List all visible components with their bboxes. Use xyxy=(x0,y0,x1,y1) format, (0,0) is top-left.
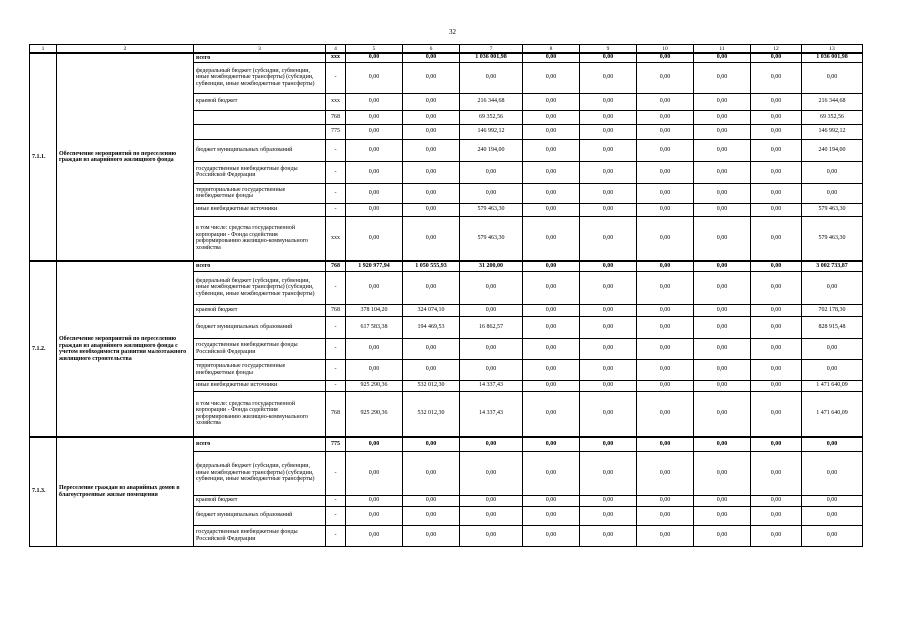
value-cell-col-6: 0,00 xyxy=(403,93,460,110)
administrator-code: - xyxy=(326,139,346,161)
value-cell-col-8: 0,00 xyxy=(523,62,580,93)
column-number-10: 10 xyxy=(637,45,694,54)
value-cell-col-12: 0,00 xyxy=(751,161,802,183)
value-cell-col-11: 0,00 xyxy=(694,183,751,203)
value-cell-col-8: 0,00 xyxy=(523,183,580,203)
value-cell-col-11: 0,00 xyxy=(694,139,751,161)
value-cell-col-5: 0,00 xyxy=(346,62,403,93)
value-cell-col-8: 0,00 xyxy=(523,161,580,183)
value-cell-col-5: 0,00 xyxy=(346,359,403,380)
funding-source: в том числе: средства государственной корпорации - Фонда содействия реформированию жилищно-коммунального хозяйства xyxy=(194,216,326,261)
value-cell-col-13: 240 194,00 xyxy=(802,139,863,161)
value-cell-col-12: 0,00 xyxy=(751,338,802,359)
funding-source: бюджет муниципальных образований xyxy=(194,139,326,161)
administrator-code: 775 xyxy=(326,437,346,451)
value-cell-col-11: 0,00 xyxy=(694,380,751,391)
value-cell-col-10: 0,00 xyxy=(637,525,694,546)
value-cell-col-9: 0,00 xyxy=(580,506,637,525)
value-cell-col-6: 0,00 xyxy=(403,359,460,380)
value-cell-col-7: 0,00 xyxy=(460,359,523,380)
value-cell-col-10: 0,00 xyxy=(637,183,694,203)
value-cell-col-8: 0,00 xyxy=(523,380,580,391)
value-cell-col-11: 0,00 xyxy=(694,53,751,62)
value-cell-col-13: 69 352,56 xyxy=(802,110,863,124)
value-cell-col-7: 14 337,43 xyxy=(460,380,523,391)
value-cell-col-10: 0,00 xyxy=(637,93,694,110)
value-cell-col-10: 0,00 xyxy=(637,139,694,161)
value-cell-col-8: 0,00 xyxy=(523,216,580,261)
value-cell-col-13: 0,00 xyxy=(802,506,863,525)
value-cell-col-9: 0,00 xyxy=(580,391,637,437)
value-cell-col-12: 0,00 xyxy=(751,139,802,161)
value-cell-col-7: 0,00 xyxy=(460,304,523,316)
value-cell-col-13: 0,00 xyxy=(802,161,863,183)
value-cell-col-11: 0,00 xyxy=(694,216,751,261)
administrator-code: - xyxy=(326,338,346,359)
funding-source: краевой бюджет xyxy=(194,93,326,110)
funding-source: иные внебюджетные источники xyxy=(194,203,326,216)
value-cell-col-8: 0,00 xyxy=(523,506,580,525)
value-cell-col-7: 146 992,12 xyxy=(460,124,523,139)
value-cell-col-9: 0,00 xyxy=(580,183,637,203)
table-row xyxy=(30,261,863,271)
column-number-11: 11 xyxy=(694,45,751,54)
page-number: 32 xyxy=(449,28,456,36)
column-number-12: 12 xyxy=(751,45,802,54)
value-cell-col-13: 1 471 640,09 xyxy=(802,380,863,391)
value-cell-col-8: 0,00 xyxy=(523,261,580,271)
value-cell-col-13: 146 992,12 xyxy=(802,124,863,139)
value-cell-col-6: 0,00 xyxy=(403,139,460,161)
value-cell-col-7: 0,00 xyxy=(460,525,523,546)
value-cell-col-13: 0,00 xyxy=(802,338,863,359)
value-cell-col-5: 0,00 xyxy=(346,161,403,183)
value-cell-col-7: 16 862,57 xyxy=(460,316,523,338)
administrator-code: - xyxy=(326,203,346,216)
value-cell-col-10: 0,00 xyxy=(637,506,694,525)
administrator-code: - xyxy=(326,161,346,183)
value-cell-col-5: 0,00 xyxy=(346,451,403,495)
funding-source: иные внебюджетные источники xyxy=(194,380,326,391)
value-cell-col-10: 0,00 xyxy=(637,203,694,216)
value-cell-col-12: 0,00 xyxy=(751,53,802,62)
value-cell-col-13: 1 036 001,98 xyxy=(802,53,863,62)
value-cell-col-5: 0,00 xyxy=(346,183,403,203)
value-cell-col-9: 0,00 xyxy=(580,495,637,506)
value-cell-col-5: 0,00 xyxy=(346,437,403,451)
value-cell-col-11: 0,00 xyxy=(694,124,751,139)
column-number-6: 6 xyxy=(403,45,460,54)
value-cell-col-8: 0,00 xyxy=(523,53,580,62)
value-cell-col-10: 0,00 xyxy=(637,110,694,124)
value-cell-col-12: 0,00 xyxy=(751,124,802,139)
column-number-13: 13 xyxy=(802,45,863,54)
value-cell-col-13: 0,00 xyxy=(802,62,863,93)
value-cell-col-11: 0,00 xyxy=(694,437,751,451)
value-cell-col-13: 0,00 xyxy=(802,271,863,304)
value-cell-col-8: 0,00 xyxy=(523,316,580,338)
value-cell-col-13: 828 915,48 xyxy=(802,316,863,338)
administrator-code: - xyxy=(326,506,346,525)
funding-source: территориальные государственные внебюджетные фонды xyxy=(194,183,326,203)
funding-source: федеральный бюджет (субсидии, субвенции, иные межбюджетные трансферты) (субсидии, субвенции, иные межбюджетные трансферты) xyxy=(194,451,326,495)
value-cell-col-10: 0,00 xyxy=(637,216,694,261)
value-cell-col-6: 0,00 xyxy=(403,271,460,304)
value-cell-col-7: 0,00 xyxy=(460,495,523,506)
value-cell-col-5: 0,00 xyxy=(346,53,403,62)
value-cell-col-5: 0,00 xyxy=(346,124,403,139)
column-number-2: 2 xyxy=(57,45,194,54)
measure-code: 7.1.2. xyxy=(30,261,57,437)
value-cell-col-12: 0,00 xyxy=(751,380,802,391)
administrator-code: xxx xyxy=(326,53,346,62)
value-cell-col-11: 0,00 xyxy=(694,261,751,271)
value-cell-col-5: 617 583,38 xyxy=(346,316,403,338)
value-cell-col-12: 0,00 xyxy=(751,304,802,316)
value-cell-col-8: 0,00 xyxy=(523,93,580,110)
administrator-code: - xyxy=(326,359,346,380)
table-row xyxy=(30,53,863,62)
value-cell-col-12: 0,00 xyxy=(751,93,802,110)
value-cell-col-11: 0,00 xyxy=(694,506,751,525)
value-cell-col-5: 0,00 xyxy=(346,110,403,124)
value-cell-col-12: 0,00 xyxy=(751,437,802,451)
value-cell-col-6: 0,00 xyxy=(403,451,460,495)
value-cell-col-10: 0,00 xyxy=(637,304,694,316)
value-cell-col-8: 0,00 xyxy=(523,359,580,380)
value-cell-col-11: 0,00 xyxy=(694,391,751,437)
value-cell-col-6: 0,00 xyxy=(403,62,460,93)
value-cell-col-10: 0,00 xyxy=(637,161,694,183)
value-cell-col-12: 0,00 xyxy=(751,216,802,261)
value-cell-col-6: 532 012,30 xyxy=(403,391,460,437)
value-cell-col-9: 0,00 xyxy=(580,437,637,451)
value-cell-col-10: 0,00 xyxy=(637,62,694,93)
value-cell-col-10: 0,00 xyxy=(637,380,694,391)
administrator-code: - xyxy=(326,62,346,93)
value-cell-col-9: 0,00 xyxy=(580,124,637,139)
value-cell-col-12: 0,00 xyxy=(751,359,802,380)
value-cell-col-9: 0,00 xyxy=(580,62,637,93)
column-number-1: 1 xyxy=(30,45,57,54)
value-cell-col-7: 0,00 xyxy=(460,183,523,203)
value-cell-col-8: 0,00 xyxy=(523,110,580,124)
value-cell-col-7: 0,00 xyxy=(460,271,523,304)
value-cell-col-5: 925 290,36 xyxy=(346,380,403,391)
value-cell-col-11: 0,00 xyxy=(694,161,751,183)
value-cell-col-8: 0,00 xyxy=(523,525,580,546)
value-cell-col-8: 0,00 xyxy=(523,203,580,216)
funding-source: государственные внебюджетные фонды Российской Федерации xyxy=(194,338,326,359)
column-number-5: 5 xyxy=(346,45,403,54)
value-cell-col-13: 0,00 xyxy=(802,359,863,380)
value-cell-col-6: 0,00 xyxy=(403,203,460,216)
funding-source: федеральный бюджет (субсидии, субвенции, иные межбюджетные трансферты) (субсидии, субвенции, иные межбюджетные трансферты) xyxy=(194,271,326,304)
value-cell-col-11: 0,00 xyxy=(694,203,751,216)
value-cell-col-6: 0,00 xyxy=(403,183,460,203)
value-cell-col-10: 0,00 xyxy=(637,271,694,304)
value-cell-col-10: 0,00 xyxy=(637,437,694,451)
value-cell-col-5: 1 920 977,94 xyxy=(346,261,403,271)
value-cell-col-6: 0,00 xyxy=(403,110,460,124)
value-cell-col-6: 194 469,53 xyxy=(403,316,460,338)
value-cell-col-13: 579 463,30 xyxy=(802,203,863,216)
value-cell-col-5: 0,00 xyxy=(346,495,403,506)
value-cell-col-9: 0,00 xyxy=(580,304,637,316)
value-cell-col-6: 0,00 xyxy=(403,53,460,62)
value-cell-col-7: 14 337,43 xyxy=(460,391,523,437)
column-number-7: 7 xyxy=(460,45,523,54)
column-number-4: 4 xyxy=(326,45,346,54)
value-cell-col-8: 0,00 xyxy=(523,495,580,506)
value-cell-col-7: 0,00 xyxy=(460,338,523,359)
value-cell-col-10: 0,00 xyxy=(637,338,694,359)
value-cell-col-13: 0,00 xyxy=(802,495,863,506)
value-cell-col-12: 0,00 xyxy=(751,183,802,203)
value-cell-col-9: 0,00 xyxy=(580,216,637,261)
value-cell-col-13: 0,00 xyxy=(802,451,863,495)
value-cell-col-12: 0,00 xyxy=(751,506,802,525)
column-number-9: 9 xyxy=(580,45,637,54)
value-cell-col-10: 0,00 xyxy=(637,124,694,139)
value-cell-col-6: 0,00 xyxy=(403,124,460,139)
value-cell-col-9: 0,00 xyxy=(580,139,637,161)
value-cell-col-5: 925 290,36 xyxy=(346,391,403,437)
column-number-3: 3 xyxy=(194,45,326,54)
value-cell-col-5: 0,00 xyxy=(346,338,403,359)
value-cell-col-6: 0,00 xyxy=(403,216,460,261)
value-cell-col-10: 0,00 xyxy=(637,316,694,338)
measure-name: Обеспечение мероприятий по переселению граждан из аварийного жилищного фонда xyxy=(57,53,194,261)
funding-source: территориальные государственные внебюджетные фонды xyxy=(194,359,326,380)
value-cell-col-12: 0,00 xyxy=(751,271,802,304)
value-cell-col-10: 0,00 xyxy=(637,451,694,495)
value-cell-col-6: 0,00 xyxy=(403,506,460,525)
value-cell-col-7: 0,00 xyxy=(460,437,523,451)
administrator-code: - xyxy=(326,183,346,203)
value-cell-col-7: 69 352,56 xyxy=(460,110,523,124)
value-cell-col-9: 0,00 xyxy=(580,271,637,304)
value-cell-col-8: 0,00 xyxy=(523,271,580,304)
value-cell-col-11: 0,00 xyxy=(694,271,751,304)
value-cell-col-5: 0,00 xyxy=(346,203,403,216)
administrator-code: 768 xyxy=(326,391,346,437)
funding-source: всего xyxy=(194,437,326,451)
funding-source: всего xyxy=(194,53,326,62)
value-cell-col-5: 0,00 xyxy=(346,506,403,525)
administrator-code: xxx xyxy=(326,216,346,261)
value-cell-col-9: 0,00 xyxy=(580,316,637,338)
value-cell-col-13: 0,00 xyxy=(802,525,863,546)
value-cell-col-7: 579 463,30 xyxy=(460,216,523,261)
value-cell-col-13: 702 178,30 xyxy=(802,304,863,316)
funding-source: в том числе: средства государственной корпорации - Фонда содействия реформированию жилищно-коммунального хозяйства xyxy=(194,391,326,437)
value-cell-col-10: 0,00 xyxy=(637,261,694,271)
value-cell-col-13: 0,00 xyxy=(802,437,863,451)
value-cell-col-9: 0,00 xyxy=(580,359,637,380)
funding-source: бюджет муниципальных образований xyxy=(194,316,326,338)
value-cell-col-12: 0,00 xyxy=(751,451,802,495)
funding-source: государственные внебюджетные фонды Российской Федерации xyxy=(194,161,326,183)
value-cell-col-7: 0,00 xyxy=(460,62,523,93)
value-cell-col-9: 0,00 xyxy=(580,110,637,124)
value-cell-col-6: 0,00 xyxy=(403,161,460,183)
value-cell-col-5: 0,00 xyxy=(346,525,403,546)
value-cell-col-13: 579 463,30 xyxy=(802,216,863,261)
funding-source xyxy=(194,124,326,139)
value-cell-col-9: 0,00 xyxy=(580,338,637,359)
value-cell-col-8: 0,00 xyxy=(523,437,580,451)
value-cell-col-8: 0,00 xyxy=(523,338,580,359)
administrator-code: - xyxy=(326,271,346,304)
value-cell-col-6: 1 050 555,93 xyxy=(403,261,460,271)
measure-name: Переселение граждан из аварийных домов в благоустроенные жилые помещения xyxy=(57,437,194,546)
value-cell-col-7: 0,00 xyxy=(460,506,523,525)
value-cell-col-6: 0,00 xyxy=(403,495,460,506)
administrator-code: - xyxy=(326,495,346,506)
administrator-code: - xyxy=(326,316,346,338)
measure-code: 7.1.3. xyxy=(30,437,57,546)
value-cell-col-11: 0,00 xyxy=(694,62,751,93)
value-cell-col-10: 0,00 xyxy=(637,53,694,62)
table-row xyxy=(30,437,863,451)
value-cell-col-7: 0,00 xyxy=(460,161,523,183)
value-cell-col-11: 0,00 xyxy=(694,93,751,110)
funding-source xyxy=(194,110,326,124)
value-cell-col-5: 0,00 xyxy=(346,271,403,304)
value-cell-col-5: 378 104,20 xyxy=(346,304,403,316)
value-cell-col-6: 0,00 xyxy=(403,338,460,359)
value-cell-col-12: 0,00 xyxy=(751,203,802,216)
value-cell-col-8: 0,00 xyxy=(523,124,580,139)
value-cell-col-10: 0,00 xyxy=(637,495,694,506)
funding-source: краевой бюджет xyxy=(194,304,326,316)
value-cell-col-8: 0,00 xyxy=(523,451,580,495)
value-cell-col-11: 0,00 xyxy=(694,359,751,380)
value-cell-col-8: 0,00 xyxy=(523,304,580,316)
measure-code: 7.1.1. xyxy=(30,53,57,261)
value-cell-col-7: 579 463,30 xyxy=(460,203,523,216)
value-cell-col-11: 0,00 xyxy=(694,338,751,359)
value-cell-col-13: 0,00 xyxy=(802,183,863,203)
value-cell-col-7: 240 194,00 xyxy=(460,139,523,161)
value-cell-col-11: 0,00 xyxy=(694,110,751,124)
value-cell-col-12: 0,00 xyxy=(751,62,802,93)
administrator-code: - xyxy=(326,451,346,495)
value-cell-col-13: 216 344,68 xyxy=(802,93,863,110)
value-cell-col-9: 0,00 xyxy=(580,261,637,271)
value-cell-col-11: 0,00 xyxy=(694,525,751,546)
funding-source: бюджет муниципальных образований xyxy=(194,506,326,525)
value-cell-col-12: 0,00 xyxy=(751,110,802,124)
value-cell-col-7: 0,00 xyxy=(460,451,523,495)
value-cell-col-5: 0,00 xyxy=(346,139,403,161)
value-cell-col-6: 0,00 xyxy=(403,525,460,546)
value-cell-col-5: 0,00 xyxy=(346,216,403,261)
value-cell-col-5: 0,00 xyxy=(346,93,403,110)
value-cell-col-8: 0,00 xyxy=(523,139,580,161)
value-cell-col-7: 31 200,00 xyxy=(460,261,523,271)
value-cell-col-13: 1 471 640,09 xyxy=(802,391,863,437)
administrator-code: 768 xyxy=(326,261,346,271)
funding-source: краевой бюджет xyxy=(194,495,326,506)
value-cell-col-7: 1 036 001,98 xyxy=(460,53,523,62)
value-cell-col-9: 0,00 xyxy=(580,525,637,546)
value-cell-col-12: 0,00 xyxy=(751,316,802,338)
value-cell-col-9: 0,00 xyxy=(580,161,637,183)
value-cell-col-8: 0,00 xyxy=(523,391,580,437)
value-cell-col-11: 0,00 xyxy=(694,495,751,506)
value-cell-col-6: 0,00 xyxy=(403,437,460,451)
funding-source: всего xyxy=(194,261,326,271)
value-cell-col-9: 0,00 xyxy=(580,451,637,495)
value-cell-col-12: 0,00 xyxy=(751,261,802,271)
value-cell-col-12: 0,00 xyxy=(751,391,802,437)
administrator-code: 768 xyxy=(326,110,346,124)
value-cell-col-10: 0,00 xyxy=(637,359,694,380)
funding-source: государственные внебюджетные фонды Российской Федерации xyxy=(194,525,326,546)
column-number-8: 8 xyxy=(523,45,580,54)
value-cell-col-9: 0,00 xyxy=(580,203,637,216)
value-cell-col-13: 3 002 733,87 xyxy=(802,261,863,271)
value-cell-col-12: 0,00 xyxy=(751,495,802,506)
value-cell-col-9: 0,00 xyxy=(580,380,637,391)
value-cell-col-7: 216 344,68 xyxy=(460,93,523,110)
administrator-code: - xyxy=(326,380,346,391)
funding-source: федеральный бюджет (субсидии, субвенции, иные межбюджетные трансферты) (субсидии, субвенции, иные межбюджетные трансферты) xyxy=(194,62,326,93)
value-cell-col-10: 0,00 xyxy=(637,391,694,437)
administrator-code: 775 xyxy=(326,124,346,139)
value-cell-col-6: 532 012,30 xyxy=(403,380,460,391)
value-cell-col-11: 0,00 xyxy=(694,316,751,338)
value-cell-col-9: 0,00 xyxy=(580,53,637,62)
column-number-row xyxy=(30,45,863,54)
value-cell-col-11: 0,00 xyxy=(694,451,751,495)
measure-name: Обеспечение мероприятий по переселению граждан из аварийного жилищного фонда с учетом необходимости развития малоэтажного жилищного строительства xyxy=(57,261,194,437)
value-cell-col-9: 0,00 xyxy=(580,93,637,110)
value-cell-col-6: 324 074,10 xyxy=(403,304,460,316)
budget-table xyxy=(29,44,863,547)
administrator-code: xxx xyxy=(326,93,346,110)
value-cell-col-11: 0,00 xyxy=(694,304,751,316)
value-cell-col-12: 0,00 xyxy=(751,525,802,546)
administrator-code: 768 xyxy=(326,304,346,316)
administrator-code: - xyxy=(326,525,346,546)
